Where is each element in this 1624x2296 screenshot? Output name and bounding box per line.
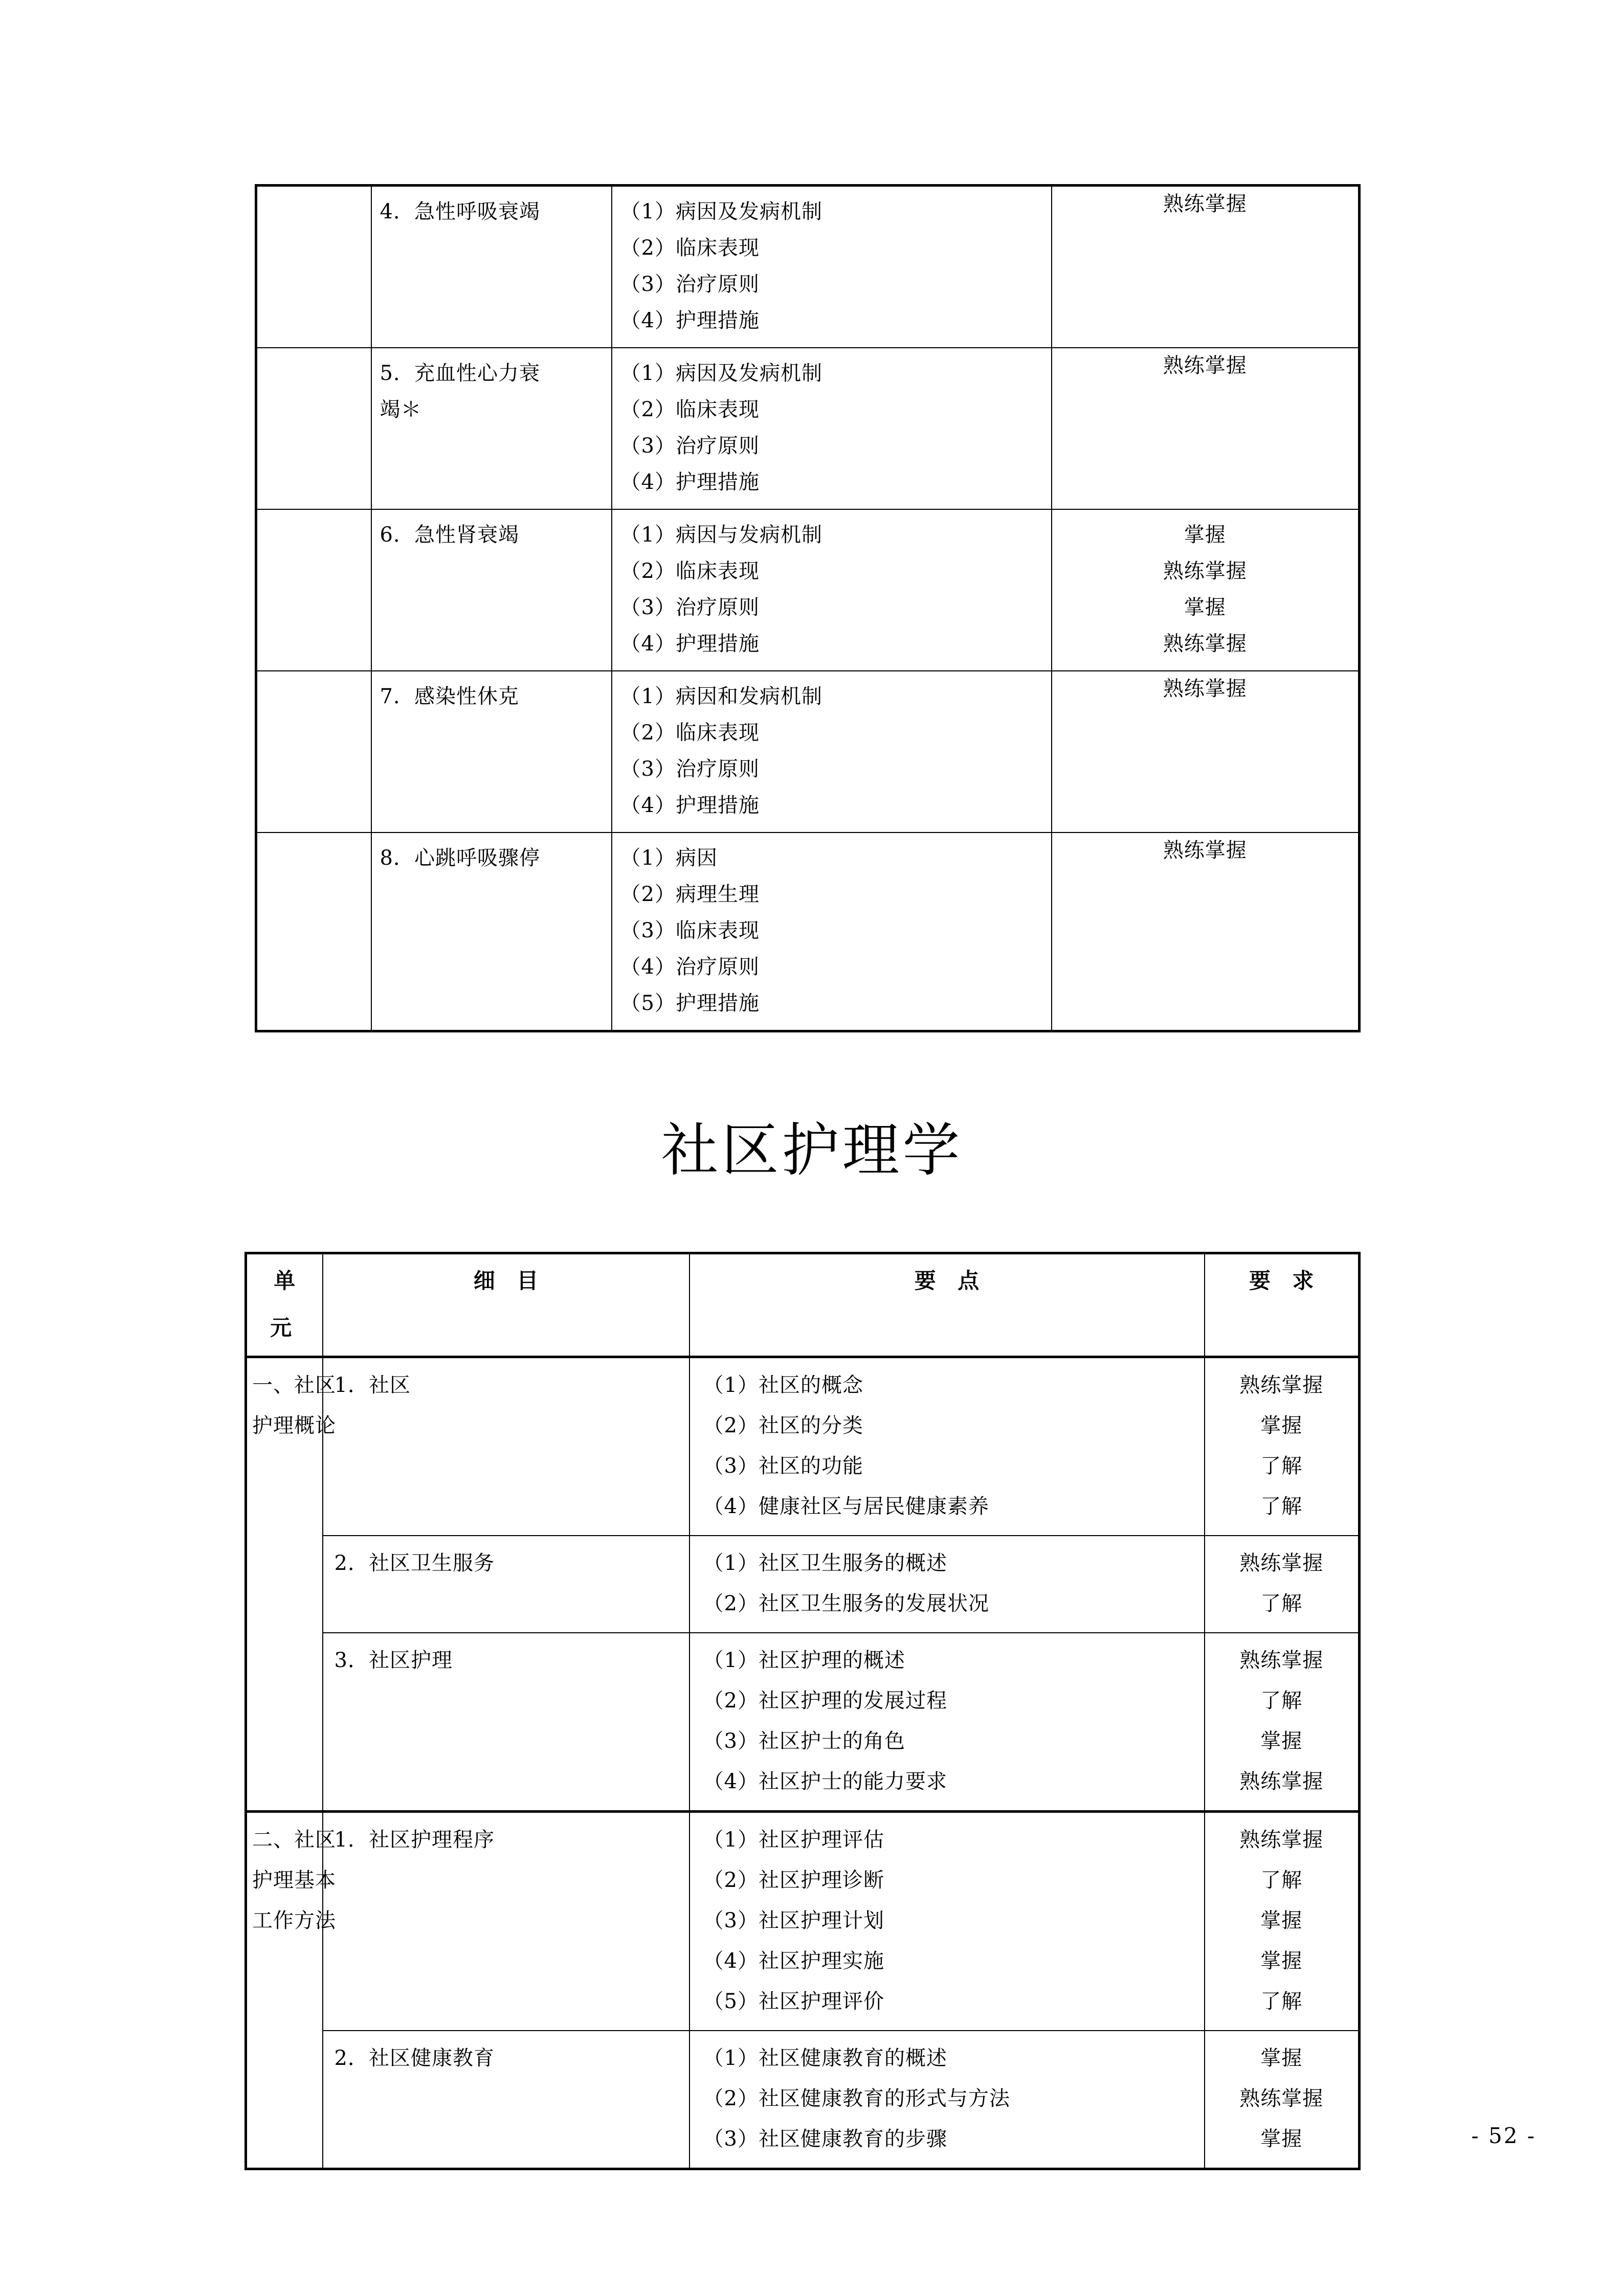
requirement-text: 掌握: [1184, 596, 1226, 619]
point-text: （3）社区护士的角色: [703, 1729, 905, 1753]
point-text: （3）社区健康教育的步骤: [703, 2127, 947, 2151]
requirement-cell: [1205, 1812, 1360, 2031]
point-text: （2）社区的分类: [703, 1414, 863, 1437]
requirement-text: 熟练掌握: [1239, 1551, 1324, 1575]
detail-text: 1．社区: [334, 1374, 411, 1397]
detail-text: 6．急性肾衰竭: [380, 523, 519, 547]
detail-text: 1．社区护理程序: [334, 1828, 495, 1852]
requirement-text: 掌握: [1260, 1949, 1303, 1973]
point-text: （1）社区卫生服务的概述: [703, 1551, 947, 1575]
table2-header: [246, 1253, 1360, 1357]
point-text: （3）治疗原则: [620, 273, 760, 296]
requirement-text: 了解: [1260, 1495, 1303, 1518]
requirement-text: 了解: [1260, 1689, 1303, 1713]
requirement-text: 了解: [1260, 1869, 1303, 1892]
table-row: [256, 832, 1360, 1031]
detail-text: 2．社区健康教育: [334, 2046, 495, 2070]
detail-cell: [323, 1633, 689, 1812]
detail-cell: [323, 1812, 689, 2031]
points-cell: [612, 832, 1052, 1031]
points-cell: [689, 1633, 1205, 1812]
table-row: [256, 509, 1360, 671]
detail-cell: [323, 1357, 689, 1536]
requirement-text: 熟练掌握: [1163, 677, 1247, 701]
column-header-unit: 单 元: [246, 1253, 323, 1357]
unit-cell: [256, 832, 371, 1031]
table2-header-row: [246, 1253, 1360, 1357]
requirement-text: 掌握: [1260, 1909, 1303, 1932]
points-cell: [689, 1357, 1205, 1536]
detail-cell: [371, 348, 612, 509]
point-text: （2）临床表现: [620, 721, 760, 745]
column-header-requirement: 要 求: [1205, 1253, 1360, 1357]
community-nursing-outline-table: [244, 1252, 1361, 2170]
table2-body: [246, 1357, 1360, 2169]
unit-cell: [246, 1357, 336, 1812]
point-text: （3）治疗原则: [620, 434, 760, 458]
requirement-text: 熟练掌握: [1239, 1649, 1324, 1672]
points-cell: [689, 2031, 1205, 2169]
requirement-text: 掌握: [1184, 523, 1226, 547]
point-text: （4）社区护理实施: [703, 1949, 884, 1973]
points-cell: [689, 1812, 1205, 2031]
unit-cell: [246, 1812, 336, 2169]
point-text: （2）社区护理的发展过程: [703, 1689, 947, 1713]
requirement-text: 熟练掌握: [1163, 838, 1247, 862]
requirement-cell: [1052, 832, 1360, 1031]
point-text: （4）护理措施: [620, 470, 760, 494]
unit-text: 工作方法: [252, 1909, 336, 1932]
point-text: （2）社区健康教育的形式与方法: [703, 2087, 1010, 2110]
requirement-cell: [1205, 1357, 1360, 1536]
detail-text: 7．感染性休克: [380, 685, 519, 708]
point-text: （3）社区护理计划: [703, 1909, 884, 1932]
requirement-cell: [1052, 509, 1360, 671]
point-text: （3）治疗原则: [620, 757, 760, 781]
requirement-text: 掌握: [1260, 2046, 1303, 2070]
point-text: （3）社区的功能: [703, 1454, 863, 1478]
point-text: （1）病因及发病机制: [620, 200, 822, 223]
point-text: （1）社区的概念: [703, 1374, 863, 1397]
requirement-text: 熟练掌握: [1163, 632, 1247, 656]
point-text: （3）临床表现: [620, 919, 760, 942]
point-text: （1）病因与发病机制: [620, 523, 822, 547]
unit-cell: [256, 509, 371, 671]
point-text: （1）社区护理的概述: [703, 1649, 905, 1672]
point-text: （2）病理生理: [620, 883, 760, 906]
unit-text: 护理基本: [252, 1869, 336, 1892]
unit-text: 一、社区: [252, 1374, 336, 1397]
requirement-text: 熟练掌握: [1239, 2087, 1324, 2110]
point-text: （4）护理措施: [620, 632, 760, 656]
detail-text: 2．社区卫生服务: [334, 1551, 495, 1575]
unit-text: 护理概论: [252, 1414, 336, 1437]
detail-cell: [371, 509, 612, 671]
detail-text: 竭＊: [380, 398, 422, 421]
points-cell: [612, 671, 1052, 832]
point-text: （1）病因: [620, 846, 718, 870]
point-text: （4）护理措施: [620, 794, 760, 817]
points-cell: [689, 1536, 1205, 1633]
table-row: [246, 1536, 1360, 1633]
detail-cell: [371, 832, 612, 1031]
point-text: （4）治疗原则: [620, 955, 760, 979]
requirement-text: 掌握: [1260, 1729, 1303, 1753]
point-text: （1）病因和发病机制: [620, 685, 822, 708]
point-text: （1）社区健康教育的概述: [703, 2046, 947, 2070]
continued-outline-table: [255, 184, 1361, 1032]
requirement-text: 熟练掌握: [1163, 353, 1247, 377]
point-text: （1）社区护理评估: [703, 1828, 884, 1852]
table-row: [256, 348, 1360, 509]
page-number: - 52 -: [1471, 2123, 1536, 2148]
requirement-text: 熟练掌握: [1239, 1374, 1324, 1397]
table1-body: [256, 186, 1360, 1031]
requirement-cell: [1052, 671, 1360, 832]
table-row: [256, 671, 1360, 832]
point-text: （2）临床表现: [620, 236, 760, 260]
table-row: [256, 186, 1360, 348]
requirement-text: 了解: [1260, 1454, 1303, 1478]
detail-text: 8．心跳呼吸骤停: [380, 846, 540, 870]
point-text: （2）临床表现: [620, 398, 760, 421]
requirement-text: 掌握: [1260, 1414, 1303, 1437]
requirement-cell: [1052, 186, 1360, 348]
point-text: （5）社区护理评价: [703, 1990, 884, 2013]
detail-text: 3．社区护理: [334, 1649, 453, 1672]
unit-cell: [256, 186, 371, 348]
point-text: （3）治疗原则: [620, 596, 760, 619]
point-text: （2）社区护理诊断: [703, 1869, 884, 1892]
section-title: 社区护理学: [661, 1117, 963, 1184]
requirement-cell: [1205, 1536, 1360, 1633]
requirement-text: 了解: [1260, 1990, 1303, 2013]
detail-text: 4．急性呼吸衰竭: [380, 200, 540, 223]
table-row: [246, 1812, 1360, 2031]
column-header-points: 要 点: [689, 1253, 1205, 1357]
requirement-text: 了解: [1260, 1592, 1303, 1615]
unit-cell: [256, 348, 371, 509]
point-text: （2）社区卫生服务的发展状况: [703, 1592, 989, 1615]
detail-text: 5．充血性心力衰: [380, 362, 540, 385]
requirement-text: 熟练掌握: [1239, 1828, 1324, 1852]
requirement-text: 熟练掌握: [1239, 1770, 1324, 1793]
points-cell: [612, 509, 1052, 671]
requirement-text: 熟练掌握: [1163, 192, 1247, 216]
requirement-cell: [1052, 348, 1360, 509]
detail-cell: [371, 186, 612, 348]
points-cell: [612, 186, 1052, 348]
table-row: [246, 2031, 1360, 2169]
point-text: （4）健康社区与居民健康素养: [703, 1495, 989, 1518]
unit-cell: [256, 671, 371, 832]
table-row: [246, 1633, 1360, 1812]
point-text: （4）护理措施: [620, 309, 760, 332]
point-text: （1）病因及发病机制: [620, 362, 822, 385]
point-text: （2）临床表现: [620, 559, 760, 583]
table-row: [246, 1357, 1360, 1536]
requirement-text: 熟练掌握: [1163, 559, 1247, 583]
detail-cell: [371, 671, 612, 832]
point-text: （4）社区护士的能力要求: [703, 1770, 947, 1793]
detail-cell: [323, 2031, 689, 2169]
requirement-cell: [1205, 1633, 1360, 1812]
requirement-text: 掌握: [1260, 2127, 1303, 2151]
requirement-cell: [1205, 2031, 1360, 2169]
unit-text: 二、社区: [252, 1828, 336, 1852]
column-header-detail: 细 目: [323, 1253, 689, 1357]
point-text: （5）护理措施: [620, 992, 760, 1015]
detail-cell: [323, 1536, 689, 1633]
points-cell: [612, 348, 1052, 509]
